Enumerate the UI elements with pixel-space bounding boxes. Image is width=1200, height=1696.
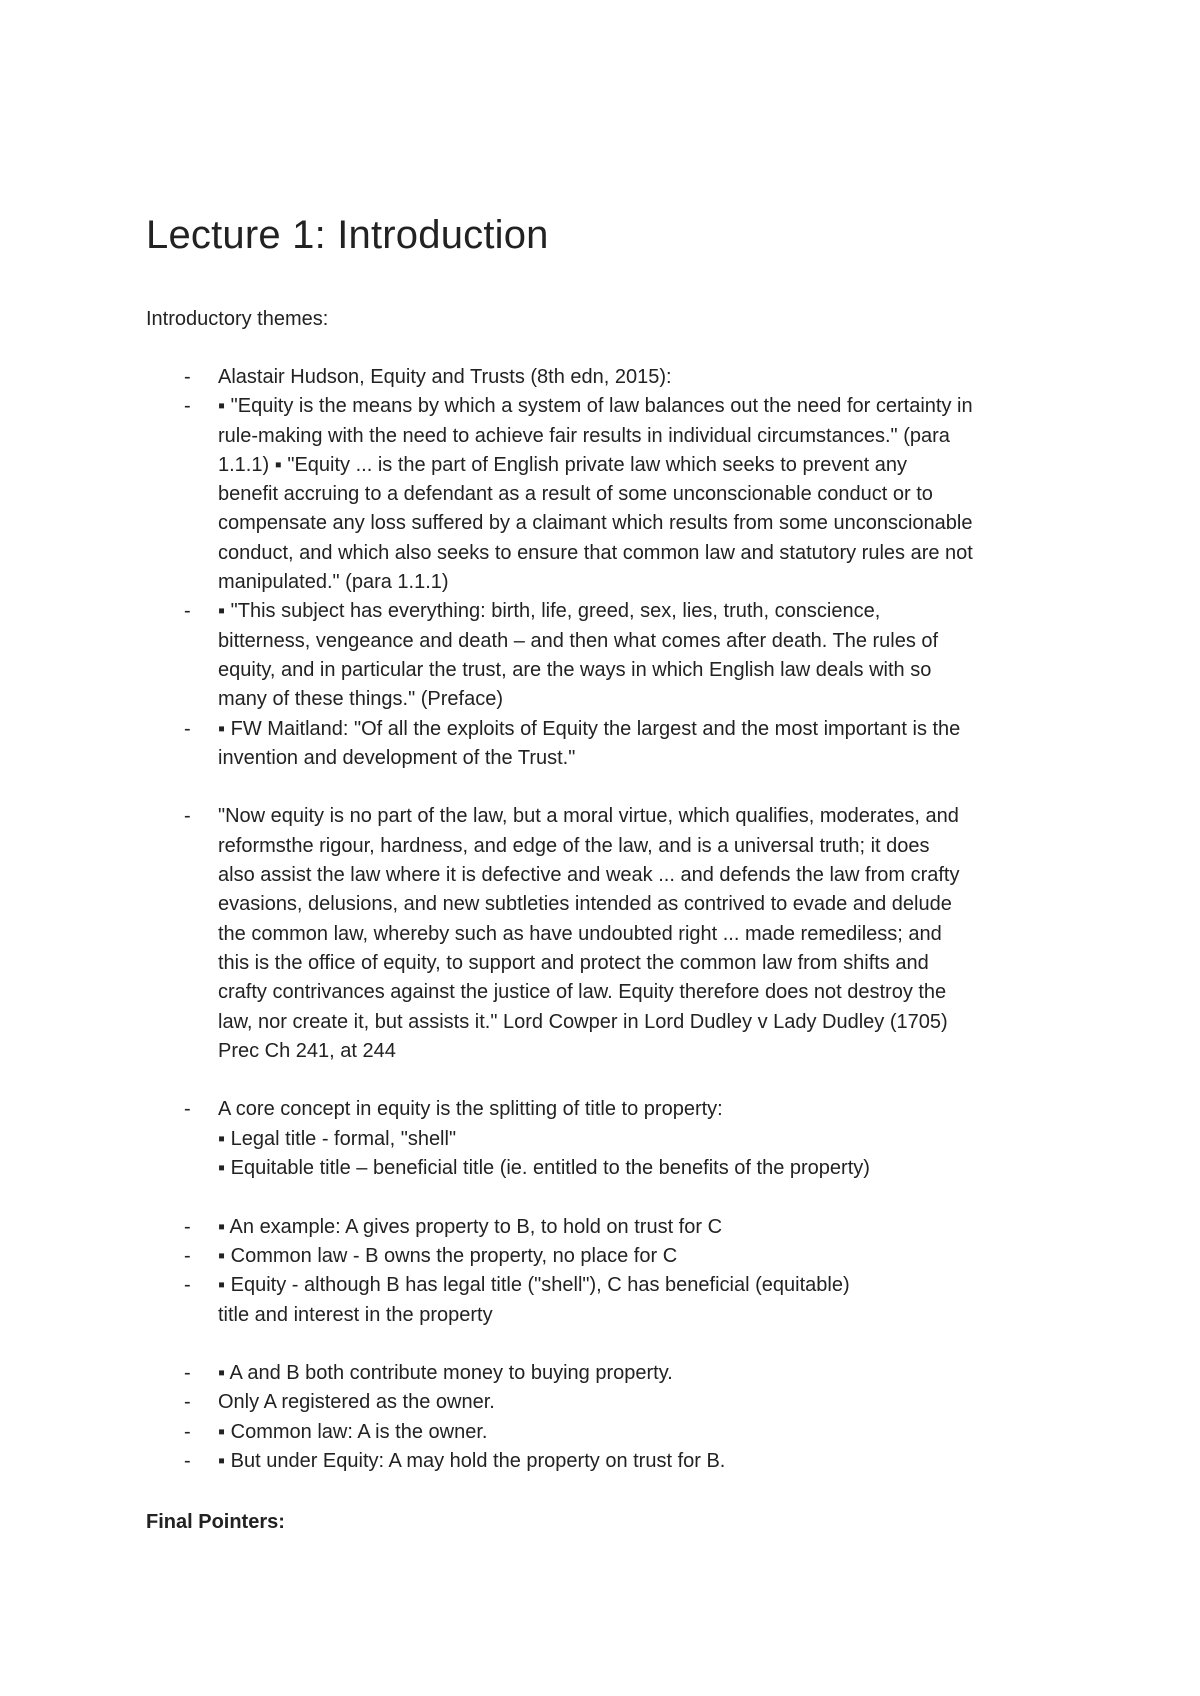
list-item-line: ▪ But under Equity: A may hold the property on trust for B.	[218, 1449, 726, 1472]
list-item-line: ▪ Legal title - formal, "shell"	[218, 1127, 457, 1150]
list-item-line: compensate any loss suffered by a claimant which results from some unconscionable	[218, 512, 973, 535]
list-marker: -	[184, 1391, 191, 1414]
list-marker: -	[184, 1420, 191, 1443]
list-item-line: rule-making with the need to achieve fair results in individual circumstances." (para	[218, 424, 950, 447]
list-marker: -	[184, 395, 191, 418]
list-item	[146, 715, 1076, 774]
list-item	[146, 1447, 1076, 1476]
list-marker: -	[184, 1215, 191, 1238]
list-item-line: evasions, delusions, and new subtleties intended as contrived to evade and delude	[218, 893, 952, 916]
list-marker: -	[184, 1362, 191, 1385]
page-title: Lecture 1: Introduction	[146, 213, 549, 257]
final-pointers-heading: Final Pointers:	[146, 1511, 285, 1533]
list-item-line: bitterness, vengeance and death – and then what comes after death. The rules of	[218, 629, 939, 652]
list-item	[146, 1213, 1076, 1242]
list-item-line: invention and development of the Trust."	[218, 746, 576, 769]
list-item-line: Alastair Hudson, Equity and Trusts (8th edn, 2015):	[218, 366, 672, 388]
list-marker: -	[184, 366, 191, 388]
list-marker: -	[184, 717, 191, 740]
list-item-line: law, nor create it, but assists it." Lord Cowper in Lord Dudley v Lady Dudley (1705)	[218, 1010, 948, 1033]
list-item-line: 1.1.1) ▪ "Equity ... is the part of English private law which seeks to prevent any	[218, 453, 907, 476]
list-item-line: benefit accruing to a defendant as a result of some unconscionable conduct or to	[218, 483, 933, 506]
list-item	[146, 363, 1076, 392]
list-item	[146, 392, 1076, 597]
list-marker: -	[184, 1098, 191, 1121]
list-item-line: equity, and in particular the trust, are the ways in which English law deals with so	[218, 658, 932, 681]
list-item-line: the common law, whereby such as have undoubted right ... made remediless; and	[218, 922, 942, 945]
list-item-line: manipulated." (para 1.1.1)	[218, 571, 449, 594]
list-item-line: reformsthe rigour, hardness, and edge of the law, and is a universal truth; it does	[218, 834, 930, 857]
list-marker: -	[184, 600, 191, 623]
list-item-line: ▪ Common law: A is the owner.	[218, 1420, 488, 1443]
list-item-line: many of these things." (Preface)	[218, 688, 504, 711]
list-item-line: title and interest in the property	[218, 1303, 493, 1326]
list-item-line: Prec Ch 241, at 244	[218, 1039, 396, 1062]
list-item-line: also assist the law where it is defective and weak ... and defends the law from crafty	[218, 864, 960, 887]
list-item-line: ▪ FW Maitland: "Of all the exploits of Equity the largest and the most important is the	[218, 717, 961, 740]
list-item-line: this is the office of equity, to support and protect the common law from shifts and	[218, 951, 929, 974]
list-item-line: ▪ "This subject has everything: birth, life, greed, sex, lies, truth, conscience,	[218, 600, 881, 623]
list-item-line: A core concept in equity is the splitting of title to property:	[218, 1098, 723, 1121]
list-item-line: ▪ "Equity is the means by which a system of law balances out the need for certainty in	[218, 395, 973, 418]
list-item	[146, 1388, 1076, 1417]
list-item	[146, 1242, 1076, 1271]
list-item-line: ▪ A and B both contribute money to buying property.	[218, 1362, 673, 1385]
list-item	[146, 1095, 1076, 1183]
list-item-line: crafty contrivances against the justice of law. Equity therefore does not destroy the	[218, 981, 947, 1004]
list-marker: -	[184, 1244, 191, 1267]
list-item-line: ▪ Equity - although B has legal title ("shell"), C has beneficial (equitable)	[218, 1274, 850, 1297]
list-item-line: conduct, and which also seeks to ensure that common law and statutory rules are not	[218, 541, 973, 564]
list-item	[146, 1418, 1076, 1447]
list-item	[146, 1359, 1076, 1388]
list-item-line: ▪ Common law - B owns the property, no place for C	[218, 1244, 678, 1267]
list-marker: -	[184, 1449, 191, 1472]
list-item-line: ▪ Equitable title – beneficial title (ie. entitled to the benefits of the property)	[218, 1157, 870, 1180]
notes-list	[146, 363, 1076, 1476]
list-item-line: Only A registered as the owner.	[218, 1391, 495, 1414]
list-marker: -	[184, 1274, 191, 1297]
list-item-line: "Now equity is no part of the law, but a moral virtue, which qualifies, moderates, and	[218, 805, 959, 828]
list-item	[146, 802, 1076, 1066]
list-item	[146, 1271, 1076, 1330]
list-item	[146, 597, 1076, 714]
list-item-line: ▪ An example: A gives property to B, to hold on trust for C	[218, 1215, 723, 1238]
intro-text: Introductory themes:	[146, 308, 329, 330]
list-marker: -	[184, 805, 191, 828]
